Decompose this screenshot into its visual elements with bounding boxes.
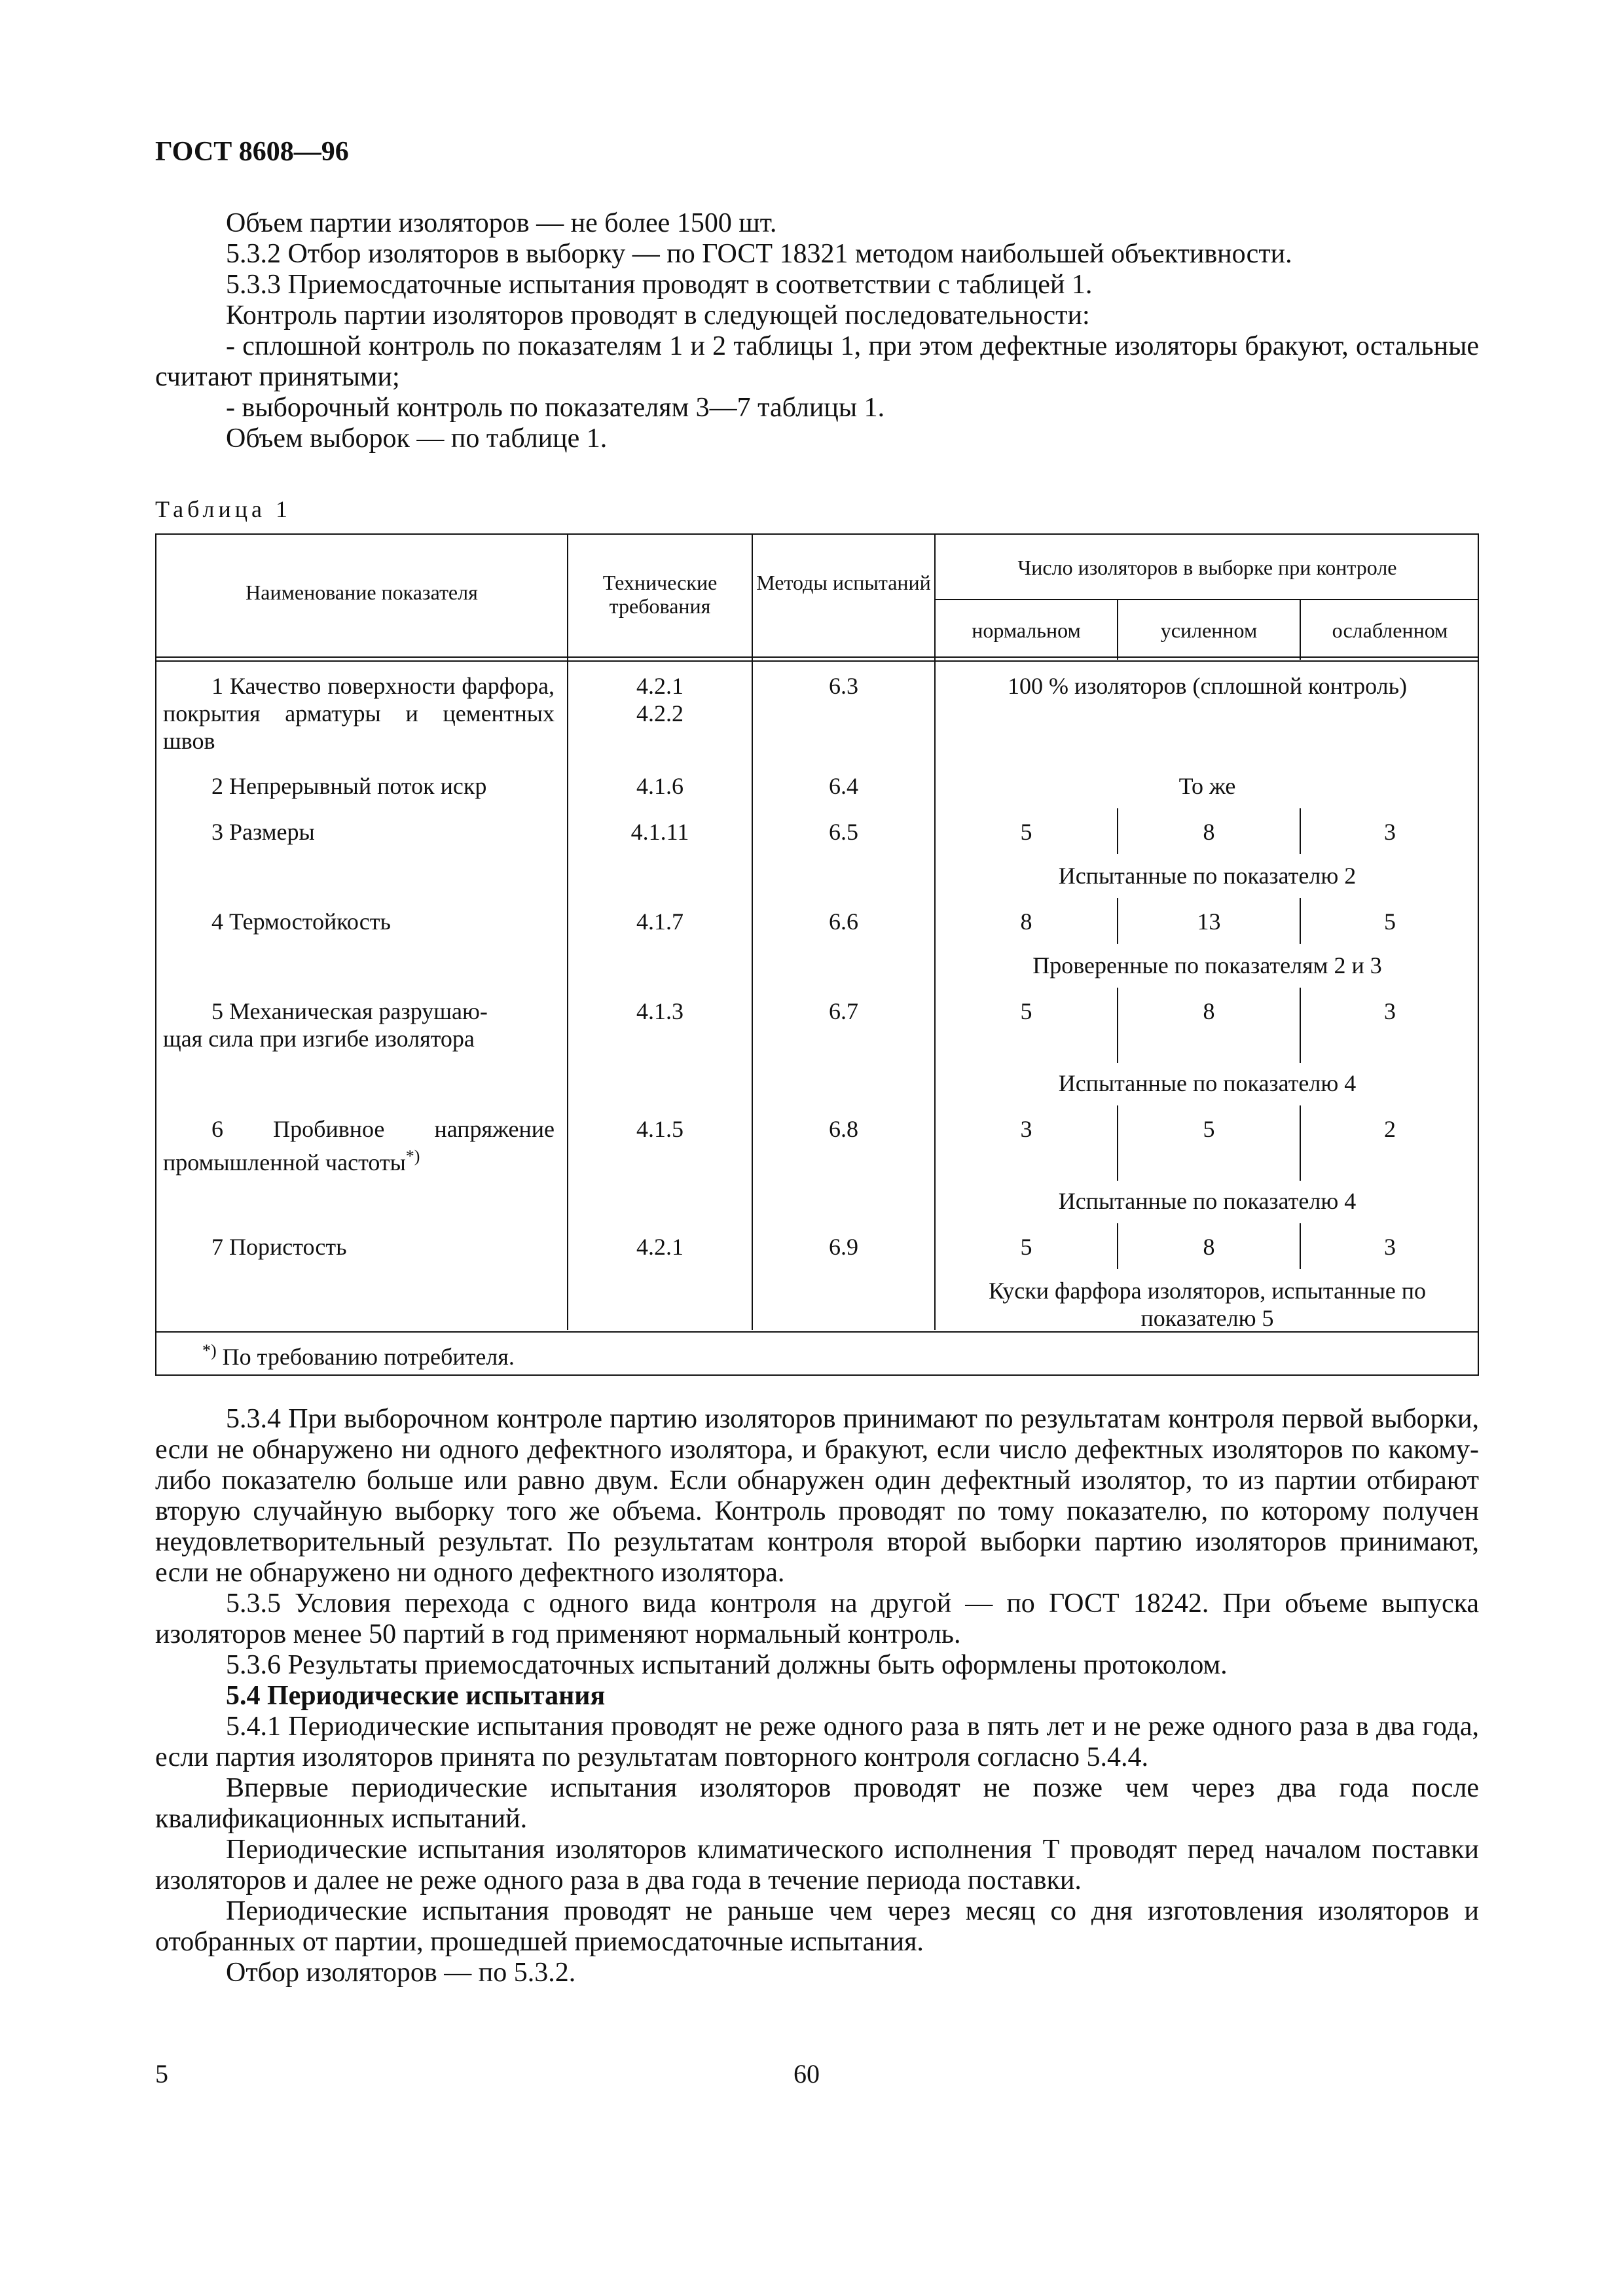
row-3-normal: 5 <box>1020 819 1032 845</box>
paragraph: - выборочный контроль по показателям 3—7 таблицы 1. <box>226 393 885 423</box>
table-divider <box>156 656 1478 658</box>
row-4-name: 4 Термостойкость <box>211 908 391 935</box>
table-divider <box>934 599 1478 600</box>
row-5-note: Испытанные по показателю 4 <box>1058 1070 1357 1096</box>
paragraph: 5.3.2 Отбор изоляторов в выборку — по ГОСТ 18321 методом наибольшей объективности. <box>226 239 1292 269</box>
row-2-req: 4.1.6 <box>636 773 684 799</box>
row-3-tightened: 8 <box>1203 819 1215 845</box>
header-name: Наименование показателя <box>246 581 478 604</box>
intro-text <box>155 208 1479 454</box>
row-5-name-line-1 <box>163 997 555 1025</box>
cell-separator <box>1300 898 1301 944</box>
row-6-normal: 3 <box>1020 1116 1032 1142</box>
row-2-span: То же <box>1178 773 1236 799</box>
paragraph: Объем партии изоляторов — не более 1500 шт. <box>226 208 777 238</box>
row-5-name-text: 5 Механическая разрушаю- <box>211 998 488 1024</box>
page-number-center: 60 <box>793 2059 820 2089</box>
row-1-span: 100 % изоляторов (сплошной контроль) <box>1007 673 1407 699</box>
row-3-reduced: 3 <box>1384 819 1396 845</box>
body-text <box>155 1404 1479 1988</box>
table-footnote <box>202 1337 515 1371</box>
row-1-method: 6.3 <box>829 673 858 699</box>
row-6-req: 4.1.5 <box>636 1116 684 1142</box>
row-6-name-text: 6 Пробивное напряжение промышленной частоты <box>163 1116 555 1175</box>
header-methods: Методы испытаний <box>756 571 931 594</box>
row-4-note: Проверенные по показателям 2 и 3 <box>1032 952 1382 978</box>
table-caption: Таблица 1 <box>155 496 291 522</box>
row-1-req-2: 4.2.2 <box>636 700 684 726</box>
table-divider <box>156 660 1478 662</box>
cell-separator <box>1300 1105 1301 1181</box>
row-7-tightened: 8 <box>1203 1234 1215 1260</box>
page-number-left: 5 <box>155 2059 168 2089</box>
paragraph: 5.3.5 Условия перехода с одного вида контроля на другой — по ГОСТ 18242. При объеме выпуска изоляторов менее 50 партий в год применяют нормальный контроль. <box>155 1588 1479 1649</box>
row-5-name-line-2: щая сила при изгибе изолятора <box>163 1026 475 1052</box>
header-tightened: усиленном <box>1160 619 1258 642</box>
header-reduced: ослабленном <box>1332 619 1448 642</box>
row-6-note: Испытанные по показателю 4 <box>1058 1188 1357 1214</box>
row-6-reduced: 2 <box>1384 1116 1396 1142</box>
row-5-normal: 5 <box>1020 998 1032 1024</box>
indicators-table <box>155 533 1479 1376</box>
row-7-note: Куски фарфора изоляторов, испытанные по показателю 5 <box>988 1278 1427 1331</box>
row-5-name <box>163 997 555 1052</box>
cell-separator <box>1300 808 1301 854</box>
paragraph: Периодические испытания изоляторов климатического исполнения Т проводят перед началом поставки изоляторов и далее не реже одного раза в два года в течение периода поставки. <box>155 1835 1479 1895</box>
cell-separator <box>1300 988 1301 1063</box>
cell-separator <box>1117 1223 1118 1269</box>
row-2-name: 2 Непрерывный поток искр <box>211 773 487 799</box>
row-7-normal: 5 <box>1020 1234 1032 1260</box>
row-4-tightened: 13 <box>1197 908 1221 935</box>
row-5-reduced: 3 <box>1384 998 1396 1024</box>
footnote-mark: *) <box>405 1147 420 1166</box>
header-requirements: Технические требования <box>602 571 718 618</box>
row-7-name: 7 Пористость <box>211 1234 347 1260</box>
row-5-tightened: 8 <box>1203 998 1215 1024</box>
row-7-req: 4.2.1 <box>636 1234 684 1260</box>
row-3-req: 4.1.11 <box>630 819 689 845</box>
row-4-reduced: 5 <box>1384 908 1396 935</box>
paragraph: 5.3.3 Приемосдаточные испытания проводят в соответствии с таблицей 1. <box>226 270 1093 300</box>
cell-separator <box>1117 808 1118 854</box>
row-2-method: 6.4 <box>829 773 858 799</box>
paragraph: - сплошной контроль по показателям 1 и 2 таблицы 1, при этом дефектные изоляторы бракуют, остальные считают принятыми; <box>155 331 1479 392</box>
row-5-req: 4.1.3 <box>636 998 684 1024</box>
document-code: ГОСТ 8608—96 <box>155 137 349 167</box>
paragraph: 5.4.1 Периодические испытания проводят не реже одного раза в пять лет и не реже одного раза в два года, если партия изоляторов принята по результатам повторного контроля согласно 5.4.4. <box>155 1712 1479 1772</box>
row-6-name <box>163 1115 555 1176</box>
row-4-req: 4.1.7 <box>636 908 684 935</box>
row-6-tightened: 5 <box>1203 1116 1215 1142</box>
paragraph: 5.3.4 При выборочном контроле партию изоляторов принимают по результатам контроля первой выборки, если не обнаружено ни одного дефектного изолятора, и бракуют, если число дефектных изоляторов по какому-либо показателю больше или равно двум. Если обнаружен один дефектный изолятор, то из партии отбирают вторую случайную выборку того же объема. Контроль проводят по тому показателю, по которому получен неудовлетворительный результат. По результатам контроля второй выборки партию изоляторов принимают, если не обнаружено ни одного дефектного изолятора. <box>155 1404 1479 1588</box>
header-sample: Число изоляторов в выборке при контроле <box>1017 556 1397 579</box>
cell-separator <box>1117 898 1118 944</box>
cell-separator <box>1300 1223 1301 1269</box>
header-normal: нормальном <box>972 619 1081 642</box>
row-3-name: 3 Размеры <box>211 819 315 845</box>
row-1-name: 1 Качество поверхности фарфора, покрытия арматуры и цементных швов <box>163 673 555 754</box>
paragraph: Отбор изоляторов — по 5.3.2. <box>226 1958 576 1988</box>
cell-separator <box>1117 988 1118 1063</box>
row-6-method: 6.8 <box>829 1116 858 1142</box>
row-3-note: Испытанные по показателю 2 <box>1058 863 1357 889</box>
section-heading: 5.4 Периодические испытания <box>226 1681 606 1711</box>
row-5-method: 6.7 <box>829 998 858 1024</box>
row-4-normal: 8 <box>1020 908 1032 935</box>
row-1-req: 4.2.1 <box>636 673 684 699</box>
footnote-text: По требованию потребителя. <box>222 1344 515 1370</box>
paragraph: Периодические испытания проводят не раньше чем через месяц со дня изготовления изоляторов и отобранных от партии, прошедшей приемосдаточные испытания. <box>155 1896 1479 1957</box>
row-4-method: 6.6 <box>829 908 858 935</box>
row-3-method: 6.5 <box>829 819 858 845</box>
cell-separator <box>1117 1105 1118 1181</box>
paragraph: 5.3.6 Результаты приемосдаточных испытаний должны быть оформлены протоколом. <box>226 1650 1228 1680</box>
paragraph: Объем выборок — по таблице 1. <box>226 423 608 454</box>
row-7-reduced: 3 <box>1384 1234 1396 1260</box>
footnote-mark: *) <box>202 1341 217 1360</box>
row-7-method: 6.9 <box>829 1234 858 1260</box>
paragraph: Впервые периодические испытания изоляторов проводят не позже чем через два года после квалификационных испытаний. <box>155 1773 1479 1834</box>
paragraph: Контроль партии изоляторов проводят в следующей последовательности: <box>226 300 1090 331</box>
